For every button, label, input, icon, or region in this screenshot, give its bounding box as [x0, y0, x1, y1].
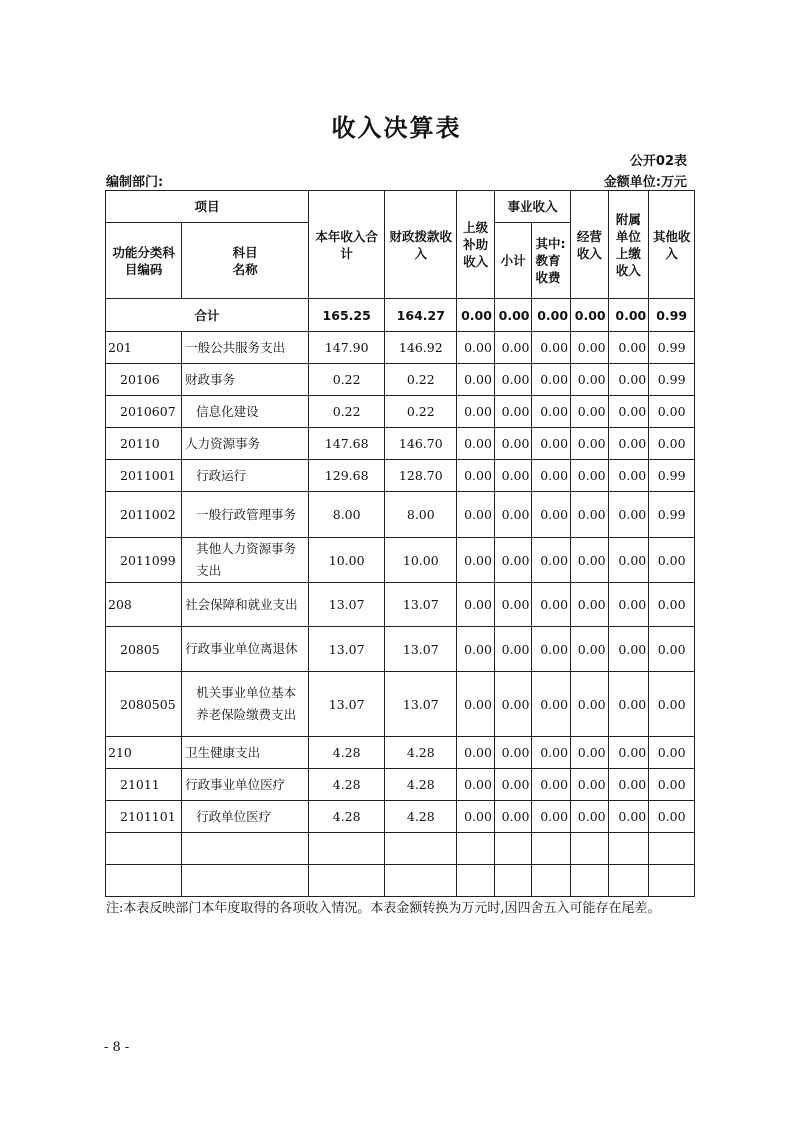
amount-cell: 0.00 [571, 364, 609, 396]
amount-cell: 146.70 [385, 428, 457, 460]
amount-cell: 0.00 [608, 492, 649, 538]
subject-code: 20106 [106, 364, 182, 396]
amount-cell: 0.00 [494, 332, 532, 364]
amount-cell: 0.00 [571, 627, 609, 672]
amount-cell: 0.00 [457, 460, 495, 492]
amount-cell: 0.00 [608, 801, 649, 833]
income-table [105, 190, 695, 897]
page-number: - 8 - [104, 1040, 130, 1055]
empty-cell [106, 865, 182, 897]
empty-cell [494, 865, 532, 897]
amount-cell: 0.00 [571, 332, 609, 364]
total-value: 0.00 [494, 299, 532, 332]
amount-cell: 147.68 [309, 428, 385, 460]
amount-cell: 0.22 [385, 396, 457, 428]
amount-cell: 0.00 [494, 364, 532, 396]
amount-cell: 0.00 [608, 769, 649, 801]
subject-name: 人力资源事务 [182, 428, 309, 460]
subject-code: 210 [106, 737, 182, 769]
table-row [106, 737, 695, 769]
subject-name: 机关事业单位基本养老保险缴费支出 [182, 672, 309, 737]
amount-cell: 0.00 [494, 460, 532, 492]
amount-cell: 0.00 [457, 428, 495, 460]
subject-name: 卫生健康支出 [182, 737, 309, 769]
subject-code: 21011 [106, 769, 182, 801]
amount-cell: 0.99 [649, 460, 695, 492]
table-row [106, 801, 695, 833]
amount-cell: 13.07 [309, 627, 385, 672]
table-row [106, 672, 695, 737]
amount-cell: 0.00 [532, 538, 571, 583]
header-code: 功能分类科目编码 [106, 223, 182, 299]
amount-cell: 0.99 [649, 332, 695, 364]
amount-cell: 0.00 [532, 672, 571, 737]
subject-code: 208 [106, 583, 182, 627]
amount-cell: 0.00 [532, 364, 571, 396]
empty-cell [532, 865, 571, 897]
amount-cell: 147.90 [309, 332, 385, 364]
amount-cell: 0.00 [457, 396, 495, 428]
amount-cell: 0.00 [457, 583, 495, 627]
amount-cell: 0.00 [457, 364, 495, 396]
amount-cell: 0.00 [457, 737, 495, 769]
amount-cell: 0.00 [571, 492, 609, 538]
header-total: 本年收入合计 [309, 191, 385, 299]
subject-name: 信息化建设 [182, 396, 309, 428]
amount-cell: 0.00 [649, 801, 695, 833]
amount-cell: 0.00 [532, 428, 571, 460]
total-row [106, 299, 695, 332]
amount-cell: 0.00 [571, 737, 609, 769]
subject-name: 社会保障和就业支出 [182, 583, 309, 627]
empty-cell [106, 833, 182, 865]
subject-name: 行政事业单位离退休 [182, 627, 309, 672]
amount-cell: 0.00 [532, 627, 571, 672]
amount-cell: 8.00 [385, 492, 457, 538]
header-affiliated: 附属单位上缴收入 [608, 191, 649, 299]
subject-code: 2080505 [106, 672, 182, 737]
amount-cell: 0.00 [494, 801, 532, 833]
amount-cell: 0.00 [608, 737, 649, 769]
empty-cell [309, 833, 385, 865]
subject-name: 行政运行 [182, 460, 309, 492]
table-row [106, 428, 695, 460]
amount-cell: 0.00 [608, 396, 649, 428]
amount-cell: 0.00 [649, 583, 695, 627]
amount-cell: 8.00 [309, 492, 385, 538]
subject-name: 一般行政管理事务 [182, 492, 309, 538]
amount-cell: 0.00 [649, 396, 695, 428]
total-value: 0.00 [532, 299, 571, 332]
amount-cell: 0.00 [532, 460, 571, 492]
subject-name: 一般公共服务支出 [182, 332, 309, 364]
amount-cell: 0.00 [457, 627, 495, 672]
subject-code: 201 [106, 332, 182, 364]
header-item: 项目 [106, 191, 309, 223]
amount-cell: 0.00 [494, 583, 532, 627]
amount-cell: 128.70 [385, 460, 457, 492]
amount-cell: 0.00 [532, 801, 571, 833]
amount-cell: 0.00 [608, 583, 649, 627]
amount-cell: 4.28 [385, 769, 457, 801]
amount-cell: 0.00 [457, 492, 495, 538]
amount-cell: 0.00 [649, 769, 695, 801]
amount-cell: 0.00 [608, 332, 649, 364]
table-row [106, 396, 695, 428]
amount-cell: 0.00 [571, 428, 609, 460]
header-name: 科目 名称 [182, 223, 309, 299]
amount-cell: 10.00 [309, 538, 385, 583]
amount-cell: 0.00 [457, 672, 495, 737]
amount-cell: 0.00 [494, 538, 532, 583]
amount-cell: 0.22 [309, 364, 385, 396]
subject-code: 20110 [106, 428, 182, 460]
amount-cell: 0.00 [532, 396, 571, 428]
amount-cell: 0.00 [494, 769, 532, 801]
amount-cell: 13.07 [385, 627, 457, 672]
subject-code: 2011099 [106, 538, 182, 583]
empty-cell [457, 865, 495, 897]
department-label: 编制部门: [106, 175, 164, 190]
empty-cell [182, 865, 309, 897]
header-other: 其他收入 [649, 191, 695, 299]
empty-cell [649, 833, 695, 865]
amount-cell: 0.00 [608, 672, 649, 737]
form-number: 公开02表 [629, 154, 687, 169]
table-row [106, 460, 695, 492]
total-value: 0.99 [649, 299, 695, 332]
amount-cell: 0.22 [385, 364, 457, 396]
amount-cell: 0.00 [494, 627, 532, 672]
amount-cell: 0.00 [571, 538, 609, 583]
table-row [106, 769, 695, 801]
amount-cell: 4.28 [309, 769, 385, 801]
empty-cell [608, 833, 649, 865]
amount-cell: 0.00 [457, 332, 495, 364]
amount-cell: 0.00 [571, 672, 609, 737]
table-row [106, 492, 695, 538]
table-row [106, 538, 695, 583]
amount-cell: 0.00 [532, 769, 571, 801]
subject-code: 20805 [106, 627, 182, 672]
amount-cell: 4.28 [309, 737, 385, 769]
header-superior: 上级补助收入 [457, 191, 495, 299]
amount-cell: 13.07 [385, 672, 457, 737]
amount-cell: 0.00 [457, 769, 495, 801]
amount-cell: 13.07 [309, 672, 385, 737]
subject-name: 财政事务 [182, 364, 309, 396]
total-value: 164.27 [385, 299, 457, 332]
header-operating: 经营收入 [571, 191, 609, 299]
amount-cell: 0.00 [608, 364, 649, 396]
table-row [106, 583, 695, 627]
amount-cell: 0.00 [608, 428, 649, 460]
amount-cell: 0.00 [494, 672, 532, 737]
subject-name: 其他人力资源事务支出 [182, 538, 309, 583]
amount-cell: 0.00 [494, 737, 532, 769]
empty-cell [309, 865, 385, 897]
amount-cell: 0.00 [649, 672, 695, 737]
subject-code: 2010607 [106, 396, 182, 428]
amount-cell: 0.00 [457, 538, 495, 583]
empty-cell [649, 865, 695, 897]
total-label: 合计 [106, 299, 309, 332]
subject-name: 行政事业单位医疗 [182, 769, 309, 801]
amount-cell: 0.00 [649, 538, 695, 583]
amount-cell: 13.07 [309, 583, 385, 627]
empty-cell [494, 833, 532, 865]
header-edu: 其中:教育收费 [532, 223, 571, 299]
total-value: 0.00 [571, 299, 609, 332]
empty-cell [571, 865, 609, 897]
amount-cell: 0.00 [649, 737, 695, 769]
subject-code: 2101101 [106, 801, 182, 833]
amount-cell: 0.00 [571, 460, 609, 492]
amount-cell: 4.28 [309, 801, 385, 833]
empty-cell [571, 833, 609, 865]
amount-cell: 0.00 [532, 492, 571, 538]
table-note: 注:本表反映部门本年度取得的各项收入情况。本表金额转换为万元时,因四舍五入可能存在尾差。 [106, 901, 661, 916]
total-value: 0.00 [608, 299, 649, 332]
table-row [106, 627, 695, 672]
header-business: 事业收入 [494, 191, 570, 223]
header-subtotal: 小计 [494, 223, 532, 299]
amount-cell: 0.00 [571, 801, 609, 833]
amount-cell: 0.00 [532, 737, 571, 769]
amount-cell: 0.00 [494, 396, 532, 428]
amount-cell: 0.00 [649, 428, 695, 460]
table-row [106, 364, 695, 396]
empty-row [106, 833, 695, 865]
amount-cell: 0.00 [571, 583, 609, 627]
amount-unit-label: 金额单位:万元 [603, 175, 687, 190]
amount-cell: 0.00 [494, 492, 532, 538]
amount-cell: 0.00 [608, 627, 649, 672]
amount-cell: 4.28 [385, 801, 457, 833]
empty-cell [457, 833, 495, 865]
amount-cell: 0.00 [532, 332, 571, 364]
amount-cell: 146.92 [385, 332, 457, 364]
empty-row [106, 865, 695, 897]
amount-cell: 0.99 [649, 492, 695, 538]
empty-cell [182, 833, 309, 865]
subject-name: 行政单位医疗 [182, 801, 309, 833]
amount-cell: 0.00 [457, 801, 495, 833]
subject-code: 2011002 [106, 492, 182, 538]
amount-cell: 0.00 [532, 583, 571, 627]
amount-cell: 0.00 [571, 396, 609, 428]
empty-cell [608, 865, 649, 897]
amount-cell: 13.07 [385, 583, 457, 627]
amount-cell: 0.00 [571, 769, 609, 801]
amount-cell: 0.99 [649, 364, 695, 396]
amount-cell: 0.00 [608, 460, 649, 492]
total-value: 165.25 [309, 299, 385, 332]
empty-cell [532, 833, 571, 865]
amount-cell: 4.28 [385, 737, 457, 769]
empty-cell [385, 865, 457, 897]
amount-cell: 129.68 [309, 460, 385, 492]
report-title: 收入决算表 [331, 114, 462, 142]
amount-cell: 0.00 [494, 428, 532, 460]
total-value: 0.00 [457, 299, 495, 332]
empty-cell [385, 833, 457, 865]
subject-code: 2011001 [106, 460, 182, 492]
table-row [106, 332, 695, 364]
header-fiscal: 财政拨款收入 [385, 191, 457, 299]
amount-cell: 10.00 [385, 538, 457, 583]
amount-cell: 0.00 [649, 627, 695, 672]
amount-cell: 0.00 [608, 538, 649, 583]
amount-cell: 0.22 [309, 396, 385, 428]
